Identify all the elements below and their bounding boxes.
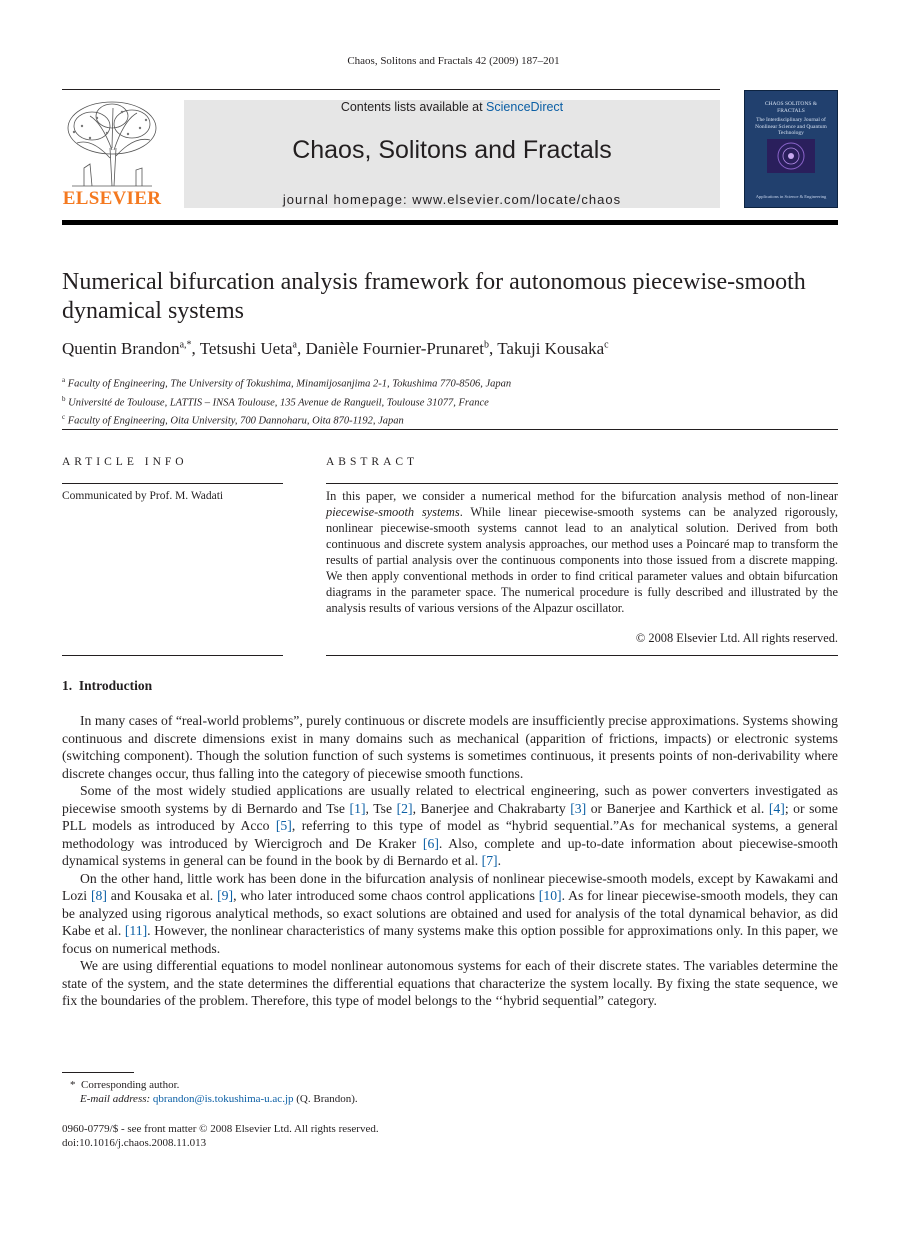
article-title: Numerical bifurcation analysis framework for autonomous piecewise-smooth dynamical systems	[62, 269, 806, 324]
journal-homepage[interactable]: journal homepage: www.elsevier.com/locate/chaos	[282, 192, 622, 207]
abstract-text	[326, 488, 838, 616]
email-suffix: (Q. Brandon).	[293, 1093, 358, 1105]
footnote-star: *	[70, 1079, 76, 1091]
author-name: Quentin Brandon	[62, 339, 180, 358]
reference-link[interactable]: [4]	[768, 800, 785, 816]
affiliation-text: Faculty of Engineering, The University of Tokushima, Minamijosanjima 2-1, Tokushima 770-8506, Japan	[67, 378, 512, 390]
cover-title	[751, 101, 831, 137]
reference-link[interactable]: [11]	[124, 923, 148, 938]
footnote-rule	[62, 1072, 134, 1073]
sciencedirect-link[interactable]: ScienceDirect	[486, 100, 564, 114]
paragraph: In many cases of “real-world problems”, purely continuous or discrete models are insufficiently precise approximations. Systems showing continuous and discrete dimensions exist in many domains such as mechanical (apparition of frictions, impacts) or electronic systems (switching component). Though the solution function of such systems is sometimes continuous, it presents points of non-derivability where discrete changes occur, thus falling into the category of piecewise smooth functions.	[62, 713, 838, 781]
cover-title-main: CHAOS SOLITONS & FRACTALS	[764, 101, 818, 114]
affiliation-item	[62, 392, 838, 411]
journal-masthead	[184, 100, 720, 208]
cover-footer: Applications in Science & Engineering	[755, 194, 827, 199]
article-info-bottom-rule	[62, 655, 283, 656]
elsevier-wordmark: ELSEVIER	[62, 188, 162, 209]
abstract-copyright: © 2008 Elsevier Ltd. All rights reserved.	[635, 631, 838, 645]
author-name: Takuji Kousaka	[497, 339, 605, 358]
affiliation-rule	[62, 429, 838, 430]
cover-fractal-art	[767, 139, 815, 173]
reference-link[interactable]: [1]	[349, 800, 366, 816]
affiliation-mark: c	[62, 413, 66, 421]
masthead-thick-rule	[62, 220, 838, 225]
affiliation-text: Université de Toulouse, LATTIS – INSA Toulouse, 135 Avenue de Rangueil, Toulouse 31077, France	[68, 397, 489, 408]
author-affiliation-mark[interactable]: c	[604, 339, 609, 351]
email-label: E-mail address:	[80, 1093, 151, 1105]
tree-icon	[62, 98, 162, 188]
contents-prefix: Contents lists available at	[340, 100, 487, 114]
reference-link[interactable]: [5]	[275, 818, 292, 833]
article-info-rule	[62, 483, 283, 484]
journal-cover[interactable]	[744, 90, 838, 208]
paragraph: We are using differential equations to model nonlinear autonomous systems for each of their discrete states. The variables determine the state of the system, and the state determines the differential equations that characterize the system locally. By fixing the state sequence, we fix the boundaries of the problem. Therefore, this type of model belongs to the ‘‘hybrid sequential” category.	[62, 958, 838, 1008]
elsevier-logo[interactable]	[62, 98, 162, 210]
reference-link[interactable]: [8]	[90, 888, 107, 903]
reference-link[interactable]: [3]	[570, 800, 587, 816]
reference-link[interactable]: [6]	[422, 835, 439, 851]
reference-link[interactable]: [7]	[481, 853, 498, 868]
affiliation-item	[62, 373, 838, 392]
author-list: Quentin Brandon$^{a,*}$, Tetsushi Ueta$^a$, Danièle Fournier-Prunaret$^b$, Takuji Kousaka$^c$	[62, 339, 609, 358]
abstract-part: . While linear piecewise-smooth systems can be analyzed rigorously, nonlinear piecewise-smooth systems cannot lead to an analytical solution. Derived from both continuous and discrete system analysis approaches, our method uses a Poincaré map to transform the results of partial analysis over the continuous components into those issued from a discrete mapping. We then apply conventional methods in order to find critical parameter values and obtain bifurcation diagrams in the parameter space. The numerical procedure is fully described and illustrated by the analysis results of various versions of the Alpazur oscillator.	[326, 505, 839, 615]
doi[interactable]: doi:10.1016/j.chaos.2008.11.013	[62, 1137, 207, 1149]
introduction-body	[62, 712, 838, 1010]
abstract-bottom-rule	[326, 655, 838, 656]
article-info-heading: ARTICLE INFO	[62, 456, 188, 468]
footnote	[62, 1078, 838, 1106]
issn-line: 0960-0779/$ - see front matter © 2008 Elsevier Ltd. All rights reserved.	[62, 1123, 379, 1135]
reference-link[interactable]: [10]	[538, 888, 562, 903]
cover-subtitle: The Interdisciplinary Journal of Nonlinear Science and Quantum Technology	[755, 117, 827, 136]
header-rule	[62, 89, 720, 90]
paragraph: Some of the most widely studied applications are usually related to electrical engineering, such as power converters investigated as piecewise smooth systems by di Bernardo and Tse [1], Tse [2], Banerjee and Chakrabarty [3] or Banerjee and Karthick et al. [4]; or some PLL models as introduced by Acco [5], referring to this type of model as “hybrid sequential.”As for mechanical systems, a general methodology was introduced by Wiercigroch and De Kraker [6]. Also, complete and up-to-date information about piecewise-smooth dynamical systems in general can be found in the book by di Bernardo et al. [7].	[62, 783, 838, 868]
journal-citation: Chaos, Solitons and Fractals 42 (2009) 187–201	[347, 55, 560, 67]
abstract-part: In this paper, we consider a numerical method for the bifurcation analysis method of non-linear	[326, 489, 838, 503]
author-email-link[interactable]: qbrandon@is.tokushima-u.ac.jp	[152, 1093, 294, 1105]
affiliation-list	[62, 373, 838, 429]
abstract-heading: ABSTRACT	[326, 456, 419, 468]
author-affiliation-mark[interactable]: b	[484, 339, 490, 351]
affiliation-item	[62, 410, 838, 429]
author-affiliation-mark[interactable]: a,*	[179, 339, 192, 351]
front-matter	[62, 1122, 379, 1150]
journal-name: Chaos, Solitons and Fractals	[292, 136, 612, 164]
author-name: Danièle Fournier-Prunaret	[305, 339, 485, 358]
affiliation-mark: a	[62, 376, 66, 384]
communicated-by: Communicated by Prof. M. Wadati	[62, 490, 224, 502]
author-name: Tetsushi Ueta	[199, 339, 293, 358]
abstract-italic-term: piecewise-smooth systems	[326, 505, 460, 519]
abstract-rule	[326, 483, 838, 484]
author-affiliation-mark[interactable]: a	[292, 339, 297, 351]
corresponding-author-note: Corresponding author.	[81, 1079, 180, 1091]
reference-link[interactable]: [2]	[396, 800, 413, 816]
contents-line	[184, 100, 720, 114]
affiliation-mark: b	[62, 394, 66, 403]
affiliation-text: Faculty of Engineering, Oita University, 700 Dannoharu, Oita 870-1192, Japan	[67, 415, 404, 427]
reference-link[interactable]: [9]	[217, 888, 234, 903]
paragraph: On the other hand, little work has been done in the bifurcation analysis of nonlinear piecewise-smooth models, except by Kawakami and Lozi [8] and Kousaka et al. [9], who later introduced some chaos control applications [10]. As for linear piecewise-smooth models, they can be analyzed using rigorous analytical methods, so exact solutions are obtained and used for analysis of the total dynamical behavior, as did Kabe et al. [11]. However, the nonlinear characteristics of many systems make this option possible for approximations only. In this paper, we focus on numerical methods.	[62, 870, 839, 956]
section-heading-introduction: 1. Introduction	[62, 678, 153, 693]
